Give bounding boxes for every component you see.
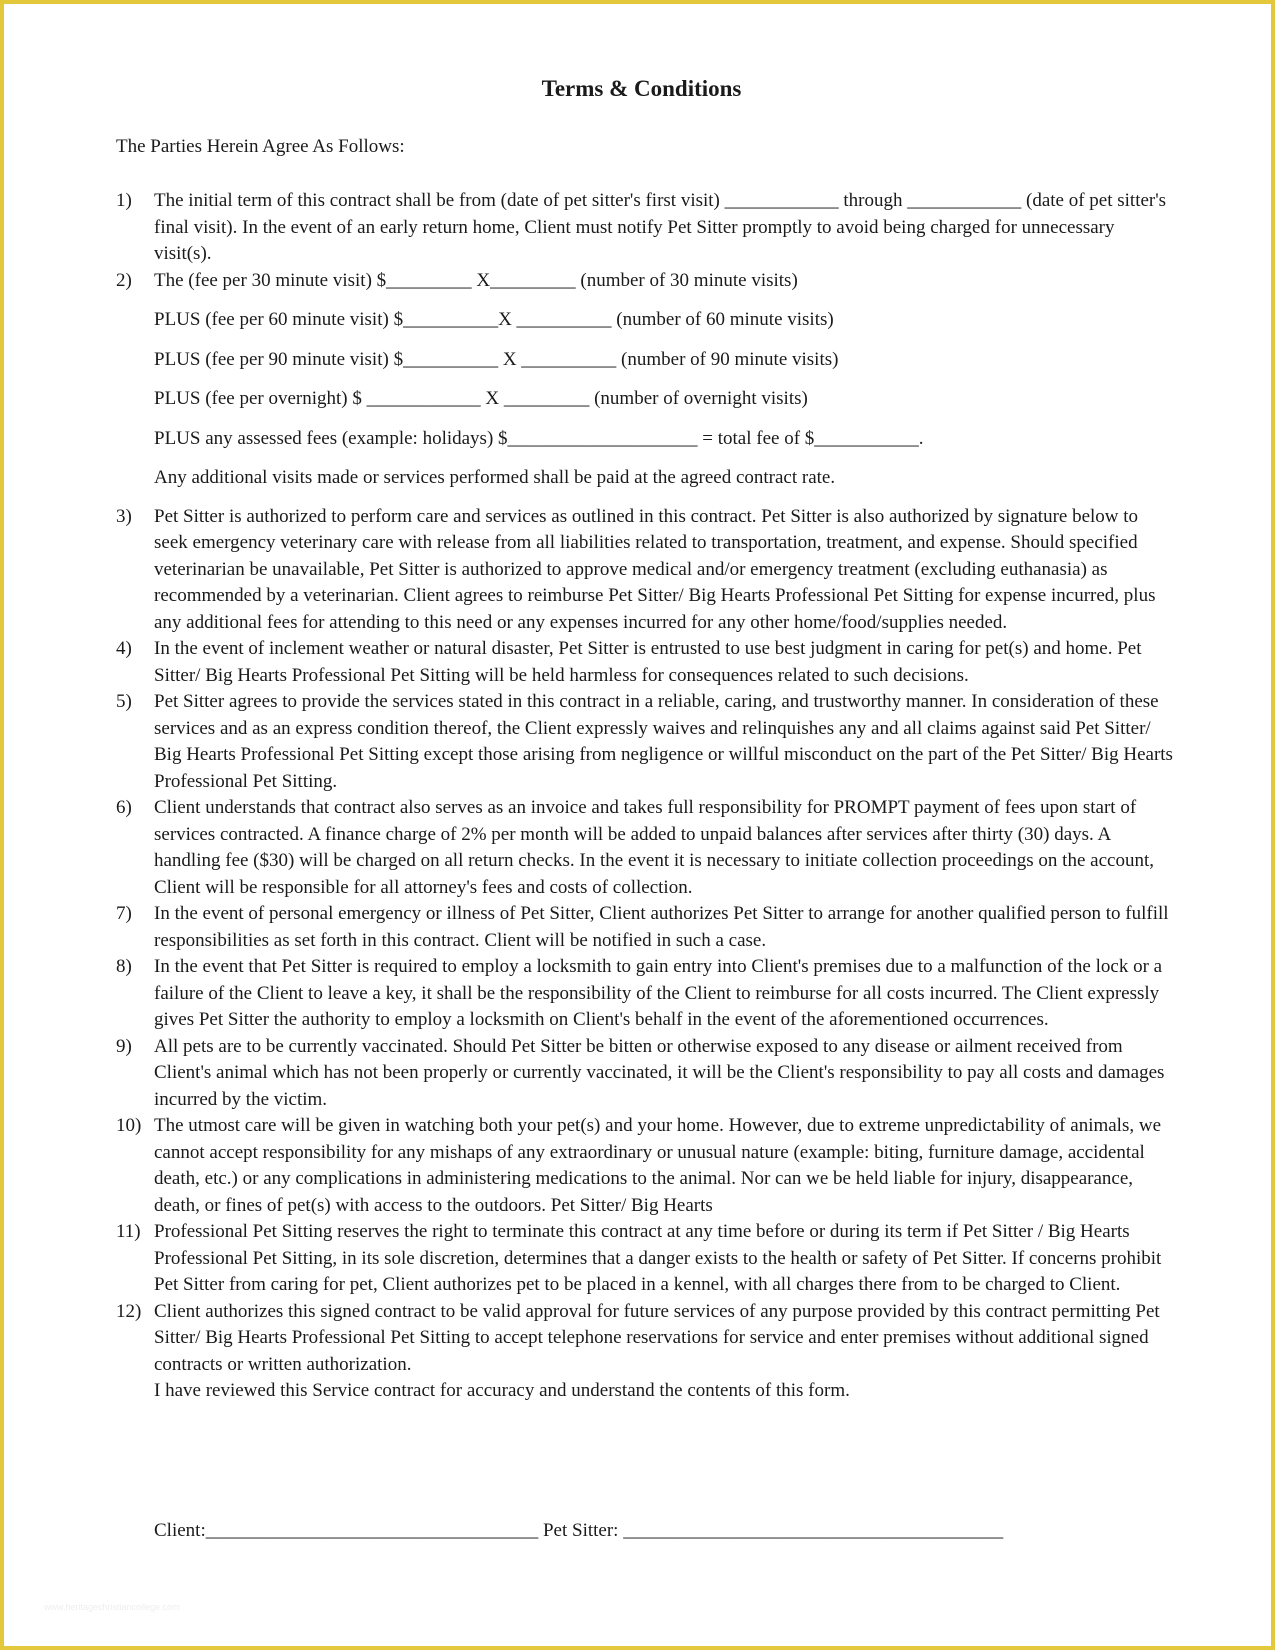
term-item-11 (116, 1219, 1176, 1299)
term-number: 8) (116, 956, 132, 977)
term-item-2 (116, 268, 1176, 492)
signature-line: Client:___________________________________ Pet Sitter: ________________________________________ (154, 1520, 1004, 1541)
term-number: 2) (116, 269, 132, 291)
term-number: 6) (116, 797, 132, 818)
term-number: 5) (116, 691, 132, 712)
document-title: Terms & Conditions (541, 76, 742, 101)
fee-line-total: PLUS any assessed fees (example: holidays) $____________________ = total fee of $___________. (154, 427, 924, 449)
term-text: The utmost care will be given in watching both your pet(s) and your home. However, due to extreme unpredictability of animals, we cannot accept responsibility for any mishaps of any extraordinary or unusual nature (example: biting, furniture damage, accidental death, etc.) or any complications in administering medications to the animal. Nor can we be held liable for injury, disappearance, death, or fines of pet(s) with access to the outdoors. Pet Sitter/ Big Hearts (154, 1115, 1162, 1216)
term-number: 9) (116, 1035, 132, 1057)
term-number: 10) (116, 1115, 142, 1136)
term-number: 12) (116, 1300, 142, 1322)
term-item-1 (116, 188, 1176, 268)
term-text: Professional Pet Sitting reserves the right to terminate this contract at any time before or during its term if Pet Sitter / Big Hearts Professional Pet Sitting, in its sole discretion, determines that a danger exists to the health or safety of Pet Sitter. If concerns prohibit Pet Sitter from caring for pet, Client authorizes pet to be placed in a kennel, with all charges there from to be charged to Client. (154, 1221, 1162, 1295)
term-item-9 (116, 1034, 1176, 1114)
term-item-12 (116, 1299, 1176, 1405)
term-item-7 (116, 901, 1176, 954)
term-text: Client understands that contract also serves as an invoice and takes full responsibility for PROMPT payment of fees upon start of services contracted. A finance charge of 2% per month will be added to unpaid balances after services after thirty (30) days. A handling fee ($30) will be charged on all return checks. In the event it is necessary to initiate collection proceedings on the account, Client will be responsible for all attorney's fees and costs of collection. (154, 797, 1154, 898)
term-text: All pets are to be currently vaccinated. Should Pet Sitter be bitten or otherwise exposed to any disease or ailment received from Client's animal which has not been properly or currently vaccinated, it will be the Client's responsibility to pay all costs and damages incurred by the victim. (154, 1035, 1165, 1110)
fee-line-overnight: PLUS (fee per overnight) $ ____________ X _________ (number of overnight visits) (154, 388, 808, 409)
review-statement: I have reviewed this Service contract for accuracy and understand the contents of this form. (154, 1380, 850, 1401)
term-number: 4) (116, 638, 132, 659)
term-text: Client authorizes this signed contract to be valid approval for future services of any purpose provided by this contract permitting Pet Sitter/ Big Hearts Professional Pet Sitting to accept telephone reservations for service and enter premises without additional signed contracts or written authorization. (154, 1300, 1160, 1375)
term-text: In the event that Pet Sitter is required to employ a locksmith to gain entry into Client's premises due to a malfunction of the lock or a failure of the Client to leave a key, it shall be the responsibility of the Client to reimburse for all costs incurred. The Client expressly gives Pet Sitter the authority to employ a locksmith on Client's behalf in the event of the aforementioned occurrences. (154, 956, 1163, 1030)
term-text: In the event of inclement weather or natural disaster, Pet Sitter is entrusted to use best judgment in caring for pet(s) and home. Pet Sitter/ Big Hearts Professional Pet Sitting will be held harmless for consequences related to such decisions. (154, 638, 1142, 686)
fee-line-90-minute: PLUS (fee per 90 minute visit) $__________ X __________ (number of 90 minute visits) (154, 348, 839, 370)
term-item-3 (116, 504, 1176, 637)
term-text: Pet Sitter agrees to provide the services stated in this contract in a reliable, caring, and trustworthy manner. In consideration of these services and as an express condition thereof, the Client expressly waives and relinquishes any and all claims against said Pet Sitter/ Big Hearts Professional Pet Sitting except those arising from negligence or willful misconduct on the part of the Pet Sitter/ Big Hearts Professional Pet Sitting. (154, 691, 1173, 792)
term-text: In the event of personal emergency or illness of Pet Sitter, Client authorizes Pet Sitter to arrange for another qualified person to fulfill responsibilities as set forth in this contract. Client will be notified in such a case. (154, 903, 1169, 951)
term-number: 11) (116, 1221, 141, 1242)
term-text: Pet Sitter is authorized to perform care and services as outlined in this contract. Pet Sitter is also authorized by signature below to seek emergency veterinary care with release from all liabilities related to transportation, treatment, and expense. Should specified veterinarian be unavailable, Pet Sitter is authorized to approve medical and/or emergency treatment (excluding euthanasia) as recommended by a veterinarian. Client agrees to reimburse Pet Sitter/ Big Hearts Professional Pet Sitting for expense incurred, plus any additional fees for attending to this need or any expenses incurred for any other home/food/supplies needed. (154, 505, 1156, 633)
fee-line-60-minute: PLUS (fee per 60 minute visit) $__________X __________ (number of 60 minute visits) (154, 309, 834, 330)
term-item-6 (116, 795, 1176, 901)
term-item-8 (116, 954, 1176, 1034)
fee-note: Any additional visits made or services performed shall be paid at the agreed contract rate. (154, 467, 836, 488)
fee-line-30-minute: The (fee per 30 minute visit) $_________ X_________ (number of 30 minute visits) (154, 269, 798, 291)
term-number: 1) (116, 190, 132, 211)
intro-text: The Parties Herein Agree As Follows: (116, 136, 405, 157)
term-item-5 (116, 689, 1176, 795)
term-number: 7) (116, 903, 132, 924)
term-item-10 (116, 1113, 1176, 1219)
term-text: The initial term of this contract shall be from (date of pet sitter's first visit) ____________ through ____________ (date of pet sitter's final visit). In the event of an early return home, Client must notify Pet Sitter promptly to avoid being charged for unnecessary visit(s). (154, 190, 1167, 264)
terms-list (116, 188, 1176, 1405)
term-number: 3) (116, 505, 132, 527)
term-item-4 (116, 636, 1176, 689)
watermark: www.heritagechristiancollege.com (44, 1602, 180, 1612)
